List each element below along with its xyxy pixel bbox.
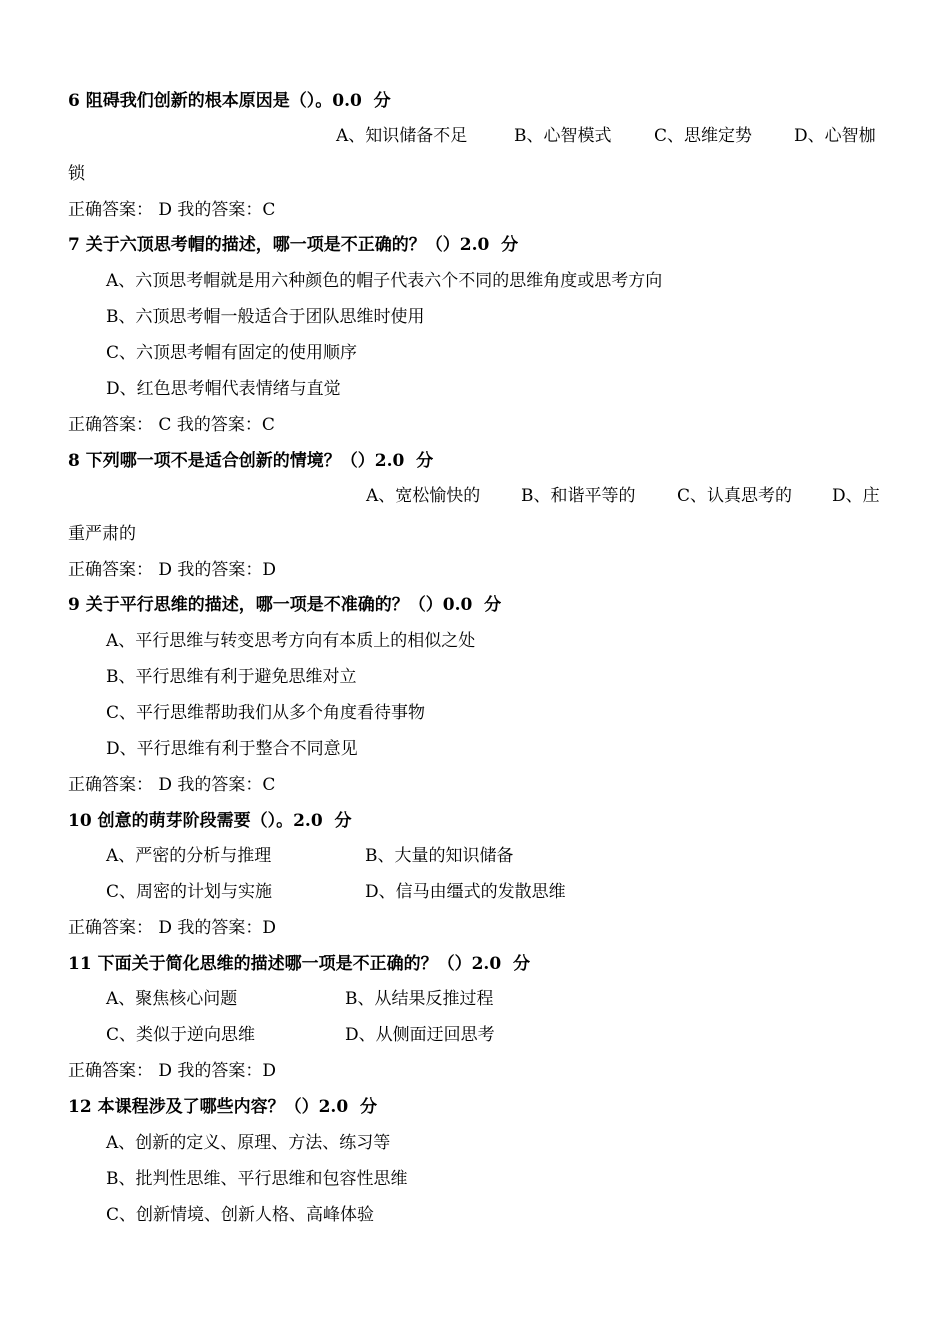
- question-12-option-a: A、创新的定义、原理、方法、练习等: [106, 1133, 391, 1153]
- question-10-title: 10 创意的萌芽阶段需要（）。2.0 分: [68, 811, 352, 831]
- question-7-option-d: D、红色思考帽代表情绪与直觉: [106, 379, 341, 399]
- question-9-option-a: A、平行思维与转变思考方向有本质上的相似之处: [106, 631, 476, 651]
- question-6-title: 6 阻碍我们创新的根本原因是（）。0.0 分: [68, 91, 391, 111]
- question-7-title: 7 关于六顶思考帽的描述，哪一项是不正确的？（）2.0 分: [68, 235, 519, 255]
- question-6-answer: 正确答案： D 我的答案：C: [68, 200, 276, 220]
- question-8-option-a: A、宽松愉快的: [366, 486, 481, 506]
- question-7-option-c: C、六顶思考帽有固定的使用顺序: [106, 343, 358, 363]
- question-12-option-c: C、创新情境、创新人格、高峰体验: [106, 1205, 375, 1225]
- question-6-option-d: D、心智枷: [794, 126, 876, 146]
- question-11-option-b: B、从结果反推过程: [345, 989, 494, 1009]
- question-12-title: 12 本课程涉及了哪些内容？（）2.0 分: [68, 1097, 377, 1117]
- question-8-option-d: D、庄: [832, 486, 880, 506]
- question-9-option-c: C、平行思维帮助我们从多个角度看待事物: [106, 703, 426, 723]
- question-7-option-b: B、六顶思考帽一般适合于团队思维时使用: [106, 307, 425, 327]
- question-7-option-a: A、六顶思考帽就是用六种颜色的帽子代表六个不同的思维角度或思考方向: [106, 271, 663, 291]
- question-9-answer: 正确答案： D 我的答案：C: [68, 775, 276, 795]
- question-10-option-b: B、大量的知识储备: [365, 846, 514, 866]
- question-9-title: 9 关于平行思维的描述，哪一项是不准确的？（）0.0 分: [68, 595, 502, 615]
- question-11-option-c: C、类似于逆向思维: [106, 1025, 256, 1045]
- question-10-answer: 正确答案： D 我的答案：D: [68, 918, 277, 938]
- question-8-answer: 正确答案： D 我的答案：D: [68, 560, 277, 580]
- question-11-title: 11 下面关于简化思维的描述哪一项是不正确的？（）2.0 分: [68, 954, 530, 974]
- question-8-option-c: C、认真思考的: [677, 486, 793, 506]
- question-7-answer: 正确答案： C 我的答案：C: [68, 415, 275, 435]
- question-6-option-c: C、思维定势: [654, 126, 753, 146]
- question-11-option-d: D、从侧面迂回思考: [345, 1025, 495, 1045]
- question-9-option-d: D、平行思维有利于整合不同意见: [106, 739, 358, 759]
- question-9-option-b: B、平行思维有利于避免思维对立: [106, 667, 357, 687]
- question-6-continuation: 锁: [68, 164, 85, 184]
- question-10-option-d: D、信马由缰式的发散思维: [365, 882, 566, 902]
- question-8-continuation: 重严肃的: [68, 524, 136, 544]
- question-11-answer: 正确答案： D 我的答案：D: [68, 1061, 277, 1081]
- question-6-option-b: B、心智模式: [514, 126, 612, 146]
- question-10-option-a: A、严密的分析与推理: [106, 846, 272, 866]
- question-11-option-a: A、聚焦核心问题: [106, 989, 238, 1009]
- question-12-option-b: B、批判性思维、平行思维和包容性思维: [106, 1169, 408, 1189]
- question-8-option-b: B、和谐平等的: [521, 486, 636, 506]
- question-8-title: 8 下列哪一项不是适合创新的情境？（）2.0 分: [68, 451, 434, 471]
- question-10-option-c: C、周密的计划与实施: [106, 882, 273, 902]
- question-6-option-a: A、知识储备不足: [336, 126, 468, 146]
